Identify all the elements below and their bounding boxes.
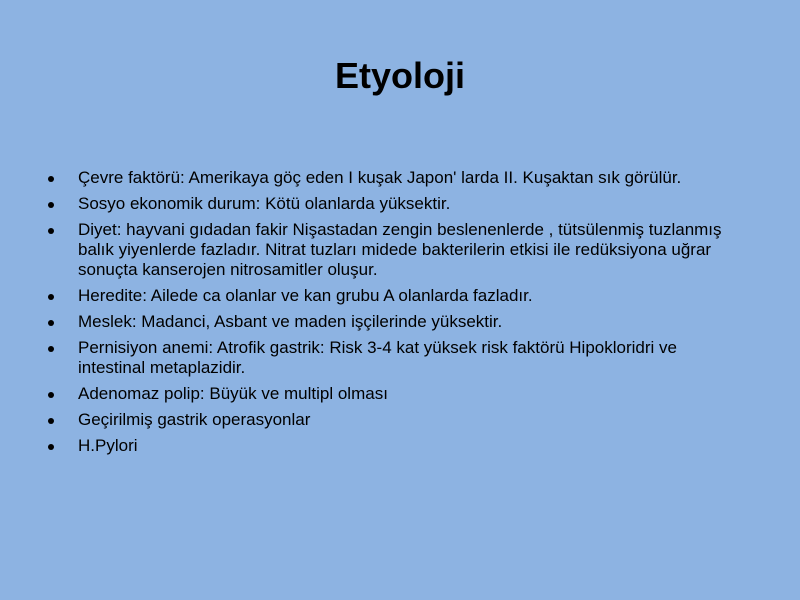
bullet-icon	[48, 320, 54, 326]
bullet-text: Adenomaz polip: Büyük ve multipl olması	[78, 384, 388, 403]
list-item	[48, 168, 748, 188]
list-item	[48, 312, 748, 332]
list-item	[48, 194, 748, 214]
bullet-text: Sosyo ekonomik durum: Kötü olanlarda yüksektir.	[78, 194, 451, 213]
bullet-icon	[48, 202, 54, 208]
bullet-text: Meslek: Madanci, Asbant ve maden işçilerinde yüksektir.	[78, 312, 503, 331]
list-item	[48, 220, 748, 280]
bullet-text: Çevre faktörü: Amerikaya göç eden I kuşak Japon' larda II. Kuşaktan sık görülür.	[78, 168, 682, 187]
slide-title: Etyoloji	[334, 55, 465, 96]
bullet-list	[48, 168, 748, 462]
bullet-icon	[48, 176, 54, 182]
bullet-icon	[48, 392, 54, 398]
bullet-icon	[48, 444, 54, 450]
list-item	[48, 410, 748, 430]
bullet-icon	[48, 346, 54, 352]
bullet-icon	[48, 228, 54, 234]
list-item	[48, 436, 748, 456]
bullet-text: Geçirilmiş gastrik operasyonlar	[78, 410, 311, 429]
list-item	[48, 286, 748, 306]
bullet-icon	[48, 294, 54, 300]
bullet-text: Heredite: Ailede ca olanlar ve kan grubu A olanlarda fazladır.	[78, 286, 533, 305]
bullet-text: Pernisiyon anemi: Atrofik gastrik: Risk 3-4 kat yüksek risk faktörü Hipokloridri ve intestinal metaplazidir.	[78, 338, 677, 377]
bullet-icon	[48, 418, 54, 424]
list-item	[48, 384, 748, 404]
list-item	[48, 338, 748, 378]
bullet-text: Diyet: hayvani gıdadan fakir Nişastadan zengin beslenenlerde , tütsülenmiş tuzlanmış balık yiyenlerde fazladır. Nitrat tuzları midede bakterilerin etkisi ile redüksiyona uğrar sonuçta kanserojen nitrosamitler oluşur.	[78, 220, 722, 279]
bullet-text: H.Pylori	[78, 436, 138, 455]
